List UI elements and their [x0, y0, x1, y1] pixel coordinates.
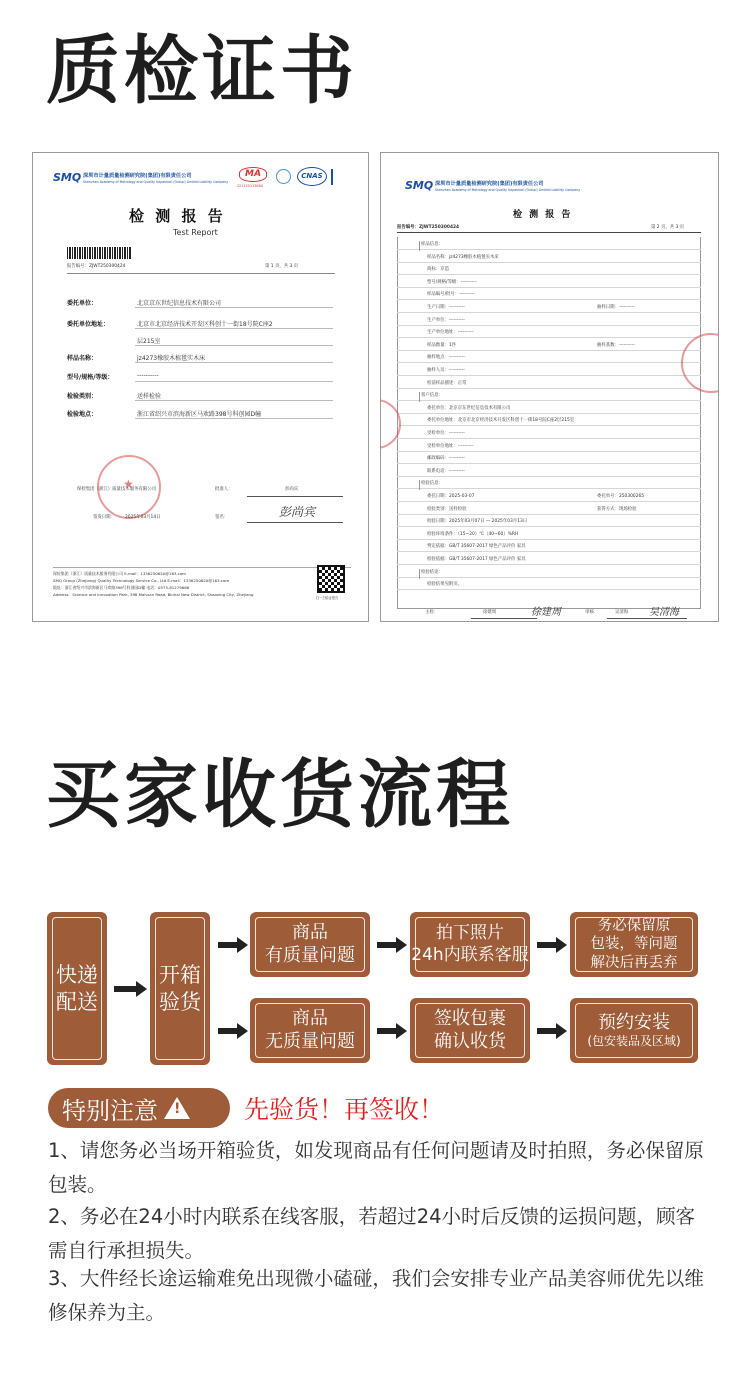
warning-icon	[164, 1097, 190, 1119]
report-number: 报告编号：ZJWT250300424	[67, 264, 126, 269]
notice-pill	[48, 1088, 230, 1128]
table-row: 委托日期：2025-03-07	[427, 494, 475, 499]
table-row: 检验类别：送样检验	[427, 506, 467, 512]
report-title: 检 测 报 告	[129, 207, 226, 225]
test-report-page-2	[380, 152, 719, 622]
page-number: 第 2 页，共 3 页	[651, 225, 685, 230]
table-row-right: 委托单号：250300265	[597, 494, 645, 499]
smq-logo: SMQ	[53, 171, 82, 184]
org-name: 深圳市计量质量检测研究院(集团)有限责任公司	[435, 181, 544, 187]
seal-star-icon: ★	[123, 477, 134, 491]
inspector-label: 主检：	[425, 610, 439, 615]
inspector-signature: 徐建周	[531, 607, 561, 618]
issuer-name: 保检集团（浙江）质量技术服务有限公司	[77, 487, 157, 492]
cnas-mark: CNAS	[297, 167, 327, 186]
table-row: 生产单位地址：----------	[427, 330, 474, 336]
table-row-right: 抽样日期：----------	[597, 305, 635, 310]
table-section-heading: 检验结论：	[421, 569, 443, 575]
barcode-icon	[67, 247, 131, 259]
table-row-right: 抽样基数：----------	[597, 342, 635, 348]
reviewer-name: 吴清海	[615, 610, 629, 615]
test-report-page-1	[32, 152, 369, 622]
table-row: 样品编号/批号：----------	[427, 292, 476, 298]
table-row: 样品名称：jz4273橡胶木植毯实木床	[427, 254, 499, 260]
table-row: 抽样地点：----------	[427, 355, 465, 361]
footer-line: SMQ Group (Zhejiang) Quality Technology Service Co., Ltd E-mail：1336250620@163.com	[53, 578, 230, 583]
flow-box-book-installation: 预约安装 (包安装品及区域)	[570, 998, 698, 1063]
field-label: 型号/规格/等级：	[67, 374, 114, 381]
table-row: 检验日期：2025年03月07日 — 2025年03月13日	[427, 519, 528, 525]
table-row: 型号/规格/等级：----------	[427, 279, 477, 285]
field-label: 检验类别：	[67, 393, 98, 400]
table-row: 邮政编码：----------	[427, 456, 465, 462]
org-name: 深圳市计量质量检测研究院(集团)有限责任公司	[83, 173, 192, 179]
flow-box-delivery: 快递 配送	[47, 912, 107, 1065]
signature-label: 签名：	[215, 515, 229, 520]
flow-box-has-quality-issue: 商品 有质量问题	[250, 912, 370, 977]
qr-code-icon	[317, 565, 345, 593]
cma-mark: MA	[239, 167, 267, 182]
ilac-icon	[276, 169, 291, 184]
inspector-name: 徐建周	[483, 610, 497, 615]
flow-box-unbox-inspect: 开箱 验货	[150, 912, 210, 1065]
field-value: jz4273橡胶木植毯实木床	[137, 355, 206, 362]
notice-pill-label: 特别注意	[62, 1096, 158, 1125]
footer-line: Address：Science and Innovation Park, 398 Mahuan Road, Binhai New District, Shaoxing City, Zhejiang	[53, 592, 254, 597]
org-name-en: Shenzhen Academy of Metrology and Quality Inspection (Group) Limited Liability Company	[83, 180, 229, 184]
field-value: ----------	[137, 372, 159, 379]
testing-label-icon	[331, 169, 351, 185]
table-row: 检验结果见附页。	[427, 582, 463, 588]
table-row: 受检单位地址：----------	[427, 443, 474, 449]
field-value: 送样检验	[137, 393, 162, 400]
handwritten-signature: 彭尚宾	[279, 505, 316, 519]
qr-caption: 扫一扫验证报告	[316, 596, 339, 600]
org-name-en: Shenzhen Academy of Metrology and Quality Inspection (Group) Limited Liability Company	[435, 188, 581, 192]
notice-item-3: 3、大件经长途运输难免出现微小磕碰，我们会安排专业产品美容师优先以维修保养为主。	[48, 1267, 704, 1324]
table-row: 联系电话：----------	[427, 468, 465, 474]
reviewer-label: 审核：	[585, 610, 599, 615]
table-row: 判定依据：GB/T 35607-2017 绿色产品评价 家具	[427, 544, 526, 550]
table-section-heading: 样品信息：	[421, 242, 443, 247]
field-value: 北京京东世纪信息技术有限公司	[137, 300, 222, 307]
field-label: 委托单位地址：	[67, 321, 110, 328]
flow-box-sign-package: 签收包裹 确认收货	[410, 998, 530, 1063]
issue-date-label: 签发日期：	[93, 515, 115, 520]
reviewer-signature: 吴清海	[649, 607, 679, 618]
issue-date: 2025年03月14日	[125, 515, 161, 520]
footer-line: 地址：浙江省绍兴市滨海新区马欢路398号科创园D幢 电话：0575-81279666	[53, 585, 190, 590]
table-row: 委托单位：北京京东世纪信息技术有限公司	[427, 405, 511, 411]
report-title: 检 测 报 告	[513, 210, 573, 220]
notice-headline: 先验货！再签收！	[244, 1095, 445, 1124]
table-row: 检前样品描述：正常	[427, 380, 467, 386]
table-row: 生产单位：----------	[427, 317, 465, 323]
table-row: 检验环境条件：（15~20）℃（40~60）%RH	[427, 531, 519, 537]
approver-name: 彭尚宾	[285, 487, 299, 492]
table-row: 抽样人员：----------	[427, 368, 465, 373]
table-row: 检验依据：GB/T 35607-2017 绿色产品评价 家具	[427, 557, 526, 562]
flow-box-take-photo: 拍下照片 24h内联系客服	[410, 912, 530, 977]
notice-item-2: 2、务必在24小时内联系在线客服，若超过24小时后反馈的运损问题，顾客需自行承担损失。	[48, 1205, 696, 1262]
field-value: 北京市北京经济技术开发区科创十一街18号院C座2	[137, 321, 273, 328]
table-row: 样品数量：1件	[427, 342, 457, 348]
field-label: 委托单位：	[67, 300, 98, 307]
flow-section-title: 买家收货流程	[46, 752, 514, 838]
report-title-en: Test Report	[173, 228, 218, 237]
certificate-section-title: 质检证书	[46, 28, 358, 114]
flow-box-keep-packaging: 务必保留原 包装，等问题 解决后再丢弃	[570, 912, 698, 977]
report-number: 报告编号：ZJWT250300424	[397, 225, 460, 230]
notice-item-1: 1、请您务必当场开箱验货，如发现商品有任何问题请及时拍照，务必保留原包装。	[48, 1139, 704, 1196]
table-row-right: 获得方式：现场检验	[597, 506, 637, 512]
field-label: 检验地点：	[67, 411, 98, 418]
table-row: 受检单位：----------	[427, 431, 465, 436]
smq-logo: SMQ	[405, 179, 434, 192]
flow-box-no-quality-issue: 商品 无质量问题	[250, 998, 370, 1063]
footer-line: 保检集团（浙江）质量技术服务有限公司 E-mail：1336250620@163.com	[53, 571, 186, 576]
table-section-heading: 客户信息：	[421, 393, 443, 399]
table-row: 生产日期：----------	[427, 305, 465, 310]
cma-number: 221120113684	[237, 184, 263, 188]
field-label: 样品名称：	[67, 355, 98, 362]
table-row: 商标：京造	[427, 267, 449, 273]
field-value: 浙江省绍兴市滨海新区马欢路398号科创园D幢	[137, 411, 262, 418]
page-number: 第 1 页，共 3 页	[265, 264, 299, 269]
table-section-heading: 检验信息：	[421, 481, 443, 487]
table-row: 委托单位地址：北京市北京经济技术开发区科创十一街18号院C座2层215室	[427, 418, 575, 424]
approver-label: 批准人：	[215, 487, 233, 492]
field-value: 层215室	[137, 338, 161, 345]
